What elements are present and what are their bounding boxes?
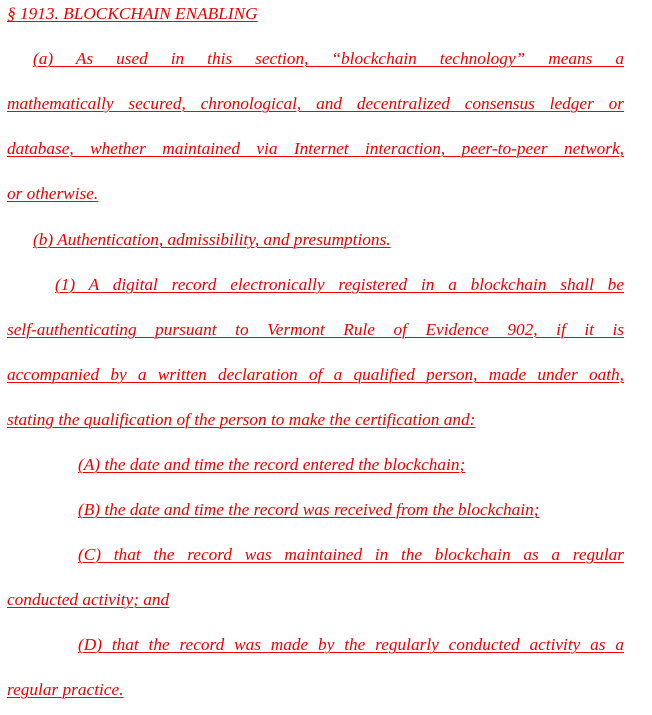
para-a-text-3: database, whether maintained via Internet interaction, peer-to-peer network, — [7, 139, 624, 158]
para-a-line-3 — [7, 137, 624, 161]
item-a-line — [78, 453, 624, 477]
para-b1-text-1: (1) A digital record electronically registered in a blockchain shall be — [55, 275, 624, 294]
para-b1-line-4 — [7, 408, 624, 432]
para-b1-line-2 — [7, 318, 624, 342]
para-a-line-2 — [7, 92, 624, 116]
para-b1-line-3 — [7, 363, 624, 387]
para-b-heading — [33, 228, 624, 252]
item-d-text-2: regular practice. — [7, 680, 124, 699]
para-b1-text-3: accompanied by a written declaration of a qualified person, made under oath, — [7, 365, 624, 384]
item-c-line-1 — [78, 543, 624, 567]
item-d-line-1 — [78, 633, 624, 657]
item-b-text: (B) the date and time the record was received from the blockchain; — [78, 500, 540, 519]
para-b-heading-text: (b) Authentication, admissibility, and presumptions. — [33, 230, 391, 249]
item-c-line-2 — [7, 588, 624, 612]
item-c-text-2: conducted activity; and — [7, 590, 170, 609]
para-a-text-4: or otherwise. — [7, 184, 99, 203]
para-a-line-1 — [33, 47, 624, 71]
para-a-text-2: mathematically secured, chronological, and decentralized consensus ledger or — [7, 94, 624, 113]
para-a-line-4 — [7, 182, 624, 206]
section-heading — [7, 2, 624, 26]
item-a-text: (A) the date and time the record entered the blockchain; — [78, 455, 466, 474]
section-heading-text: § 1913. BLOCKCHAIN ENABLING — [7, 4, 258, 23]
item-c-text-1: (C) that the record was maintained in the blockchain as a regular — [78, 545, 624, 564]
item-d-text-1: (D) that the record was made by the regularly conducted activity as a — [78, 635, 624, 654]
para-b1-text-2: self-authenticating pursuant to Vermont Rule of Evidence 902, if it is — [7, 320, 624, 339]
para-a-text-1: (a) As used in this section, “blockchain technology” means a — [33, 49, 624, 68]
para-b1-text-4: stating the qualification of the person to make the certification and: — [7, 410, 476, 429]
item-d-line-2 — [7, 678, 624, 702]
para-b1-line-1 — [55, 273, 624, 297]
item-b-line — [78, 498, 624, 522]
